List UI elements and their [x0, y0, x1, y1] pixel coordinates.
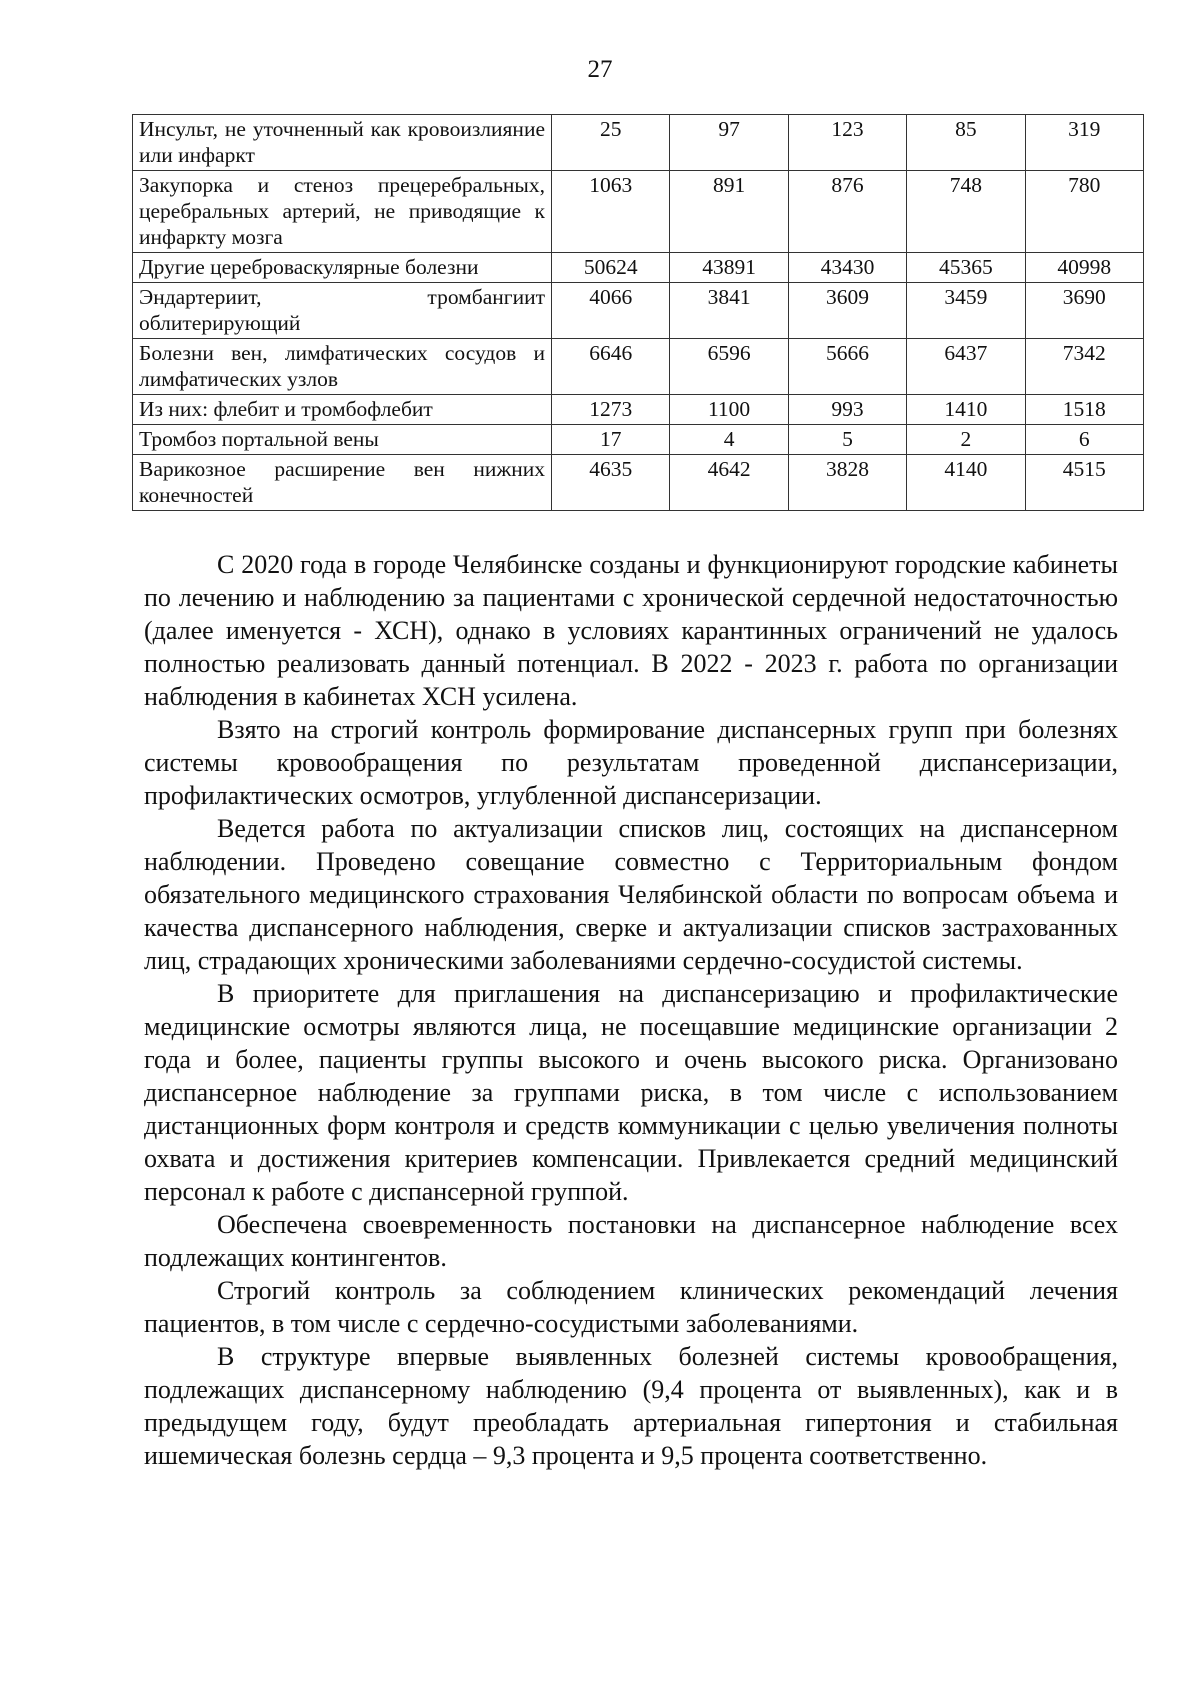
- row-label: Болезни вен, лимфатических сосудов и лимфатических узлов: [133, 339, 552, 395]
- cell-value: 6596: [670, 339, 788, 395]
- cell-value: 4: [670, 425, 788, 455]
- cell-value: 2: [907, 425, 1025, 455]
- table-row: [133, 395, 1144, 425]
- cell-value: 3828: [788, 455, 906, 511]
- cell-value: 4140: [907, 455, 1025, 511]
- cell-value: 1063: [552, 171, 670, 253]
- body-text: [144, 548, 1118, 1472]
- cell-value: 891: [670, 171, 788, 253]
- row-label: Закупорка и стеноз прецеребральных, церебральных артерий, не приводящие к инфаркту мозга: [133, 171, 552, 253]
- cell-value: 97: [670, 115, 788, 171]
- cell-value: 40998: [1025, 253, 1143, 283]
- cell-value: 6: [1025, 425, 1143, 455]
- cell-value: 43430: [788, 253, 906, 283]
- table-row: [133, 283, 1144, 339]
- row-label: Из них: флебит и тромбофлебит: [133, 395, 552, 425]
- cell-value: 4642: [670, 455, 788, 511]
- row-label: Тромбоз портальной вены: [133, 425, 552, 455]
- cell-value: 1518: [1025, 395, 1143, 425]
- cell-value: 3609: [788, 283, 906, 339]
- page-number: 27: [587, 56, 613, 83]
- cell-value: 85: [907, 115, 1025, 171]
- cell-value: 993: [788, 395, 906, 425]
- cell-value: 319: [1025, 115, 1143, 171]
- table-row: [133, 171, 1144, 253]
- cell-value: 1273: [552, 395, 670, 425]
- paragraph: Строгий контроль за соблюдением клинических рекомендаций лечения пациентов, в том числе с сердечно-сосудистыми заболеваниями.: [144, 1276, 1118, 1338]
- cell-value: 4515: [1025, 455, 1143, 511]
- cell-value: 3690: [1025, 283, 1143, 339]
- cell-value: 5666: [788, 339, 906, 395]
- cell-value: 50624: [552, 253, 670, 283]
- row-label: Другие цереброваскулярные болезни: [133, 253, 552, 283]
- paragraph: Обеспечена своевременность постановки на диспансерное наблюдение всех подлежащих контингентов.: [144, 1210, 1118, 1272]
- cell-value: 4066: [552, 283, 670, 339]
- cell-value: 25: [552, 115, 670, 171]
- cell-value: 748: [907, 171, 1025, 253]
- cell-value: 876: [788, 171, 906, 253]
- cell-value: 5: [788, 425, 906, 455]
- table-row: [133, 115, 1144, 171]
- table-row: [133, 455, 1144, 511]
- cell-value: 1410: [907, 395, 1025, 425]
- cell-value: 6437: [907, 339, 1025, 395]
- cell-value: 43891: [670, 253, 788, 283]
- statistics-table: [132, 114, 1144, 511]
- table-row: [133, 253, 1144, 283]
- cell-value: 45365: [907, 253, 1025, 283]
- cell-value: 6646: [552, 339, 670, 395]
- cell-value: 4635: [552, 455, 670, 511]
- row-label: Варикозное расширение вен нижних конечностей: [133, 455, 552, 511]
- cell-value: 780: [1025, 171, 1143, 253]
- cell-value: 17: [552, 425, 670, 455]
- row-label: Эндартериит, тромбангиит облитерирующий: [133, 283, 552, 339]
- row-label: Инсульт, не уточненный как кровоизлияние или инфаркт: [133, 115, 552, 171]
- paragraph: Взято на строгий контроль формирование диспансерных групп при болезнях системы кровообращения по результатам проведенной диспансеризации, профилактических осмотров, углубленной диспансеризации.: [144, 715, 1118, 810]
- cell-value: 3459: [907, 283, 1025, 339]
- paragraph: С 2020 года в городе Челябинске созданы и функционируют городские кабинеты по лечению и наблюдению за пациентами с хронической сердечной недостаточностью (далее именуется - ХСН), однако в условиях карантинных ограничений не удалось полностью реализовать данный потенциал. В 2022 - 2023 г. работа по организации наблюдения в кабинетах ХСН усилена.: [144, 550, 1118, 711]
- table-row: [133, 339, 1144, 395]
- paragraph: Ведется работа по актуализации списков лиц, состоящих на диспансерном наблюдении. Проведено совещание совместно с Территориальным фондом обязательного медицинского страхования Челябинской области по вопросам объема и качества диспансерного наблюдения, сверке и актуализации списков застрахованных лиц, страдающих хроническими заболеваниями сердечно-сосудистой системы.: [144, 814, 1118, 975]
- cell-value: 7342: [1025, 339, 1143, 395]
- paragraph: В приоритете для приглашения на диспансеризацию и профилактические медицинские осмотры являются лица, не посещавшие медицинские организации 2 года и более, пациенты группы высокого и очень высокого риска. Организовано диспансерное наблюдение за группами риска, в том числе с использованием дистанционных форм контроля и средств коммуникации с целью увеличения полноты охвата и достижения критериев компенсации. Привлекается средний медицинский персонал к работе с диспансерной группой.: [144, 979, 1118, 1206]
- paragraph: В структуре впервые выявленных болезней системы кровообращения, подлежащих диспансерному наблюдению (9,4 процента от выявленных), как и в предыдущем году, будут преобладать артериальная гипертония и стабильная ишемическая болезнь сердца – 9,3 процента и 9,5 процента соответственно.: [144, 1342, 1118, 1470]
- cell-value: 1100: [670, 395, 788, 425]
- cell-value: 123: [788, 115, 906, 171]
- table-row: [133, 425, 1144, 455]
- cell-value: 3841: [670, 283, 788, 339]
